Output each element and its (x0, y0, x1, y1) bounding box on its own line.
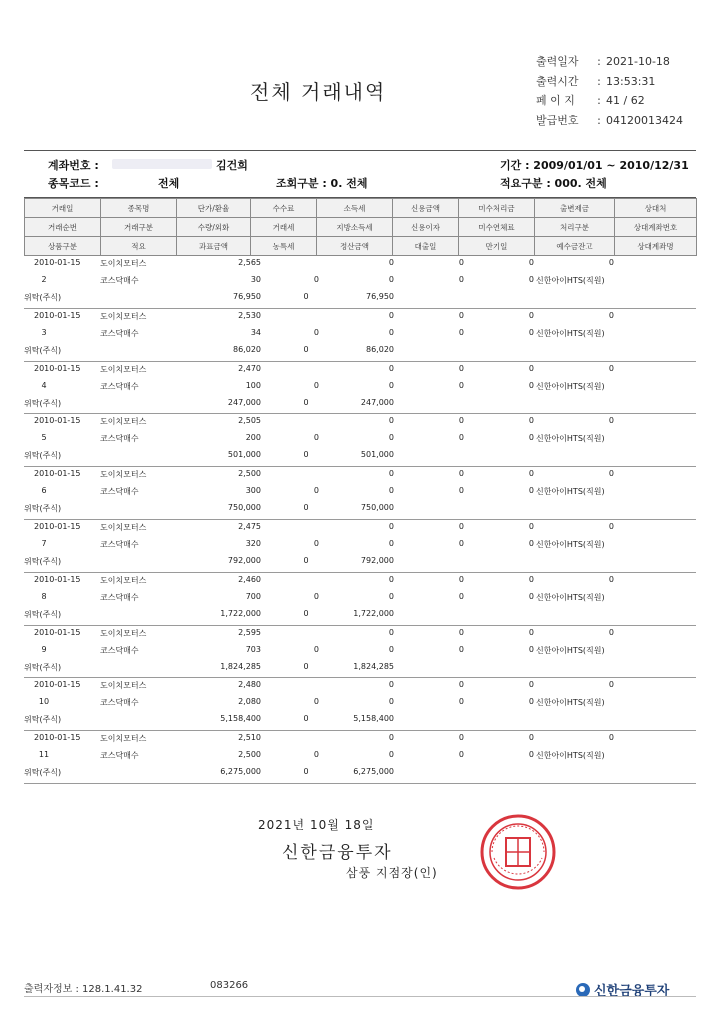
record-line-3 (24, 343, 696, 360)
meta-row (536, 72, 683, 92)
record-line-2 (24, 379, 696, 396)
transaction-record (24, 626, 696, 679)
unpaid-amount: 0 (528, 521, 534, 531)
column-header: 수량/외화 (177, 218, 251, 237)
local-income-tax: 0 (388, 486, 394, 496)
credit-amount: 0 (458, 627, 464, 637)
settlement-amount: 76,950 (366, 292, 394, 301)
record-line-3 (24, 448, 696, 465)
column-header: 단가/환율 (177, 199, 251, 218)
trade-tax: 0 (313, 697, 319, 707)
special-tax: 0 (303, 714, 309, 724)
stock-name: 도이치모터스 (100, 259, 147, 268)
repay-amount: 0 (608, 258, 614, 267)
transaction-record (24, 731, 696, 784)
taxable-amount: 792,000 (227, 555, 261, 565)
trade-date: 2010-01-15 (34, 627, 81, 637)
record-line-2 (24, 748, 696, 765)
trade-date: 2010-01-15 (34, 680, 81, 690)
repay-amount: 0 (608, 574, 614, 584)
product-type: 위탁(주식) (24, 662, 62, 672)
product-type: 위탁(주식) (24, 715, 62, 725)
quantity: 703 (245, 644, 261, 654)
income-tax: 0 (388, 521, 394, 531)
record-line-3 (24, 554, 696, 571)
credit-interest: 0 (458, 486, 464, 496)
processing-channel: 신한아이HTS(직원) (536, 487, 605, 497)
trade-type: 코스닥매수 (100, 381, 139, 391)
record-line-2 (24, 537, 696, 554)
column-header: 거래구분 (101, 218, 177, 237)
trade-type: 코스닥매수 (100, 645, 139, 655)
settlement-amount: 86,020 (366, 344, 394, 354)
income-tax: 0 (388, 574, 394, 584)
transaction-record (24, 573, 696, 626)
repay-amount: 0 (608, 521, 614, 531)
taxable-amount: 1,722,000 (220, 608, 261, 618)
column-header: 처리구분 (535, 218, 615, 237)
meta-value: 2021-10-18 (606, 55, 670, 68)
processing-channel: 신한아이HTS(직원) (536, 592, 605, 602)
transaction-list (24, 256, 696, 784)
credit-interest: 0 (458, 697, 464, 707)
branch-signature: 삼풍 지점장(인) (346, 866, 438, 880)
credit-amount: 0 (458, 574, 464, 584)
record-line-2 (24, 484, 696, 501)
trade-tax: 0 (313, 591, 319, 601)
local-income-tax: 0 (388, 433, 394, 443)
record-line-1 (24, 731, 696, 748)
product-type: 위탁(주식) (24, 768, 62, 778)
record-line-2 (24, 643, 696, 660)
transaction-record (24, 678, 696, 731)
record-line-3 (24, 607, 696, 624)
settlement-amount: 501,000 (360, 450, 394, 460)
record-line-3 (24, 290, 696, 307)
meta-label: 출력일자 (536, 55, 579, 68)
record-line-3 (24, 660, 696, 677)
credit-amount: 0 (458, 363, 464, 373)
special-tax: 0 (303, 661, 309, 671)
stock-code-label: 종목코드 : (48, 177, 99, 190)
special-tax: 0 (303, 344, 309, 354)
taxable-amount: 247,000 (227, 397, 261, 407)
trade-date: 2010-01-15 (34, 574, 81, 584)
column-header: 출변제금 (535, 199, 615, 218)
income-tax: 0 (388, 680, 394, 690)
record-line-2 (24, 273, 696, 290)
unit-price: 2,460 (238, 574, 261, 584)
stock-name: 도이치모터스 (100, 681, 147, 691)
credit-amount: 0 (458, 680, 464, 690)
record-line-2 (24, 431, 696, 448)
output-code: 083266 (210, 980, 249, 991)
trade-sequence: 11 (38, 750, 50, 760)
local-income-tax: 0 (388, 750, 394, 760)
processing-channel: 신한아이HTS(직원) (536, 434, 605, 444)
special-tax: 0 (303, 450, 309, 460)
meta-value: 04120013424 (606, 113, 683, 127)
record-line-2 (24, 326, 696, 343)
repay-amount: 0 (608, 733, 614, 743)
meta-separator: : (597, 113, 601, 127)
unpaid-amount: 0 (528, 363, 534, 373)
trade-type: 코스닥매수 (100, 434, 139, 444)
repay-amount: 0 (608, 627, 614, 637)
trade-date: 2010-01-15 (34, 521, 81, 531)
account-holder: 김건희 (216, 159, 248, 172)
unpaid-amount: 0 (528, 416, 534, 426)
trade-tax: 0 (313, 327, 319, 337)
column-header: 상대처 (615, 199, 697, 218)
stock-name: 도이치모터스 (100, 575, 147, 585)
column-header: 적요 (101, 237, 177, 256)
column-header: 과표금액 (177, 237, 251, 256)
product-type: 위탁(주식) (24, 556, 62, 566)
income-tax: 0 (388, 363, 394, 373)
column-header: 신용이자 (393, 218, 459, 237)
settlement-amount: 1,722,000 (353, 608, 394, 618)
unpaid-amount: 0 (528, 469, 534, 479)
column-header: 농특세 (251, 237, 317, 256)
unpaid-amount: 0 (528, 680, 534, 690)
quantity: 300 (245, 486, 261, 496)
quantity: 2,080 (238, 697, 261, 707)
trade-sequence: 2 (41, 275, 47, 284)
column-header-table (24, 198, 697, 256)
income-tax: 0 (388, 469, 394, 479)
meta-label: 페 이 지 (536, 94, 575, 107)
record-line-1 (24, 520, 696, 537)
special-tax: 0 (303, 608, 309, 618)
record-line-1 (24, 678, 696, 695)
header-row (25, 199, 697, 218)
record-line-1 (24, 467, 696, 484)
trade-date: 2010-01-15 (34, 363, 81, 373)
unit-price: 2,470 (238, 363, 261, 373)
credit-interest: 0 (458, 327, 464, 337)
taxable-amount: 86,020 (233, 344, 261, 354)
stock-name: 도이치모터스 (100, 470, 147, 480)
settlement-amount: 247,000 (360, 397, 394, 407)
record-line-1 (24, 414, 696, 431)
credit-interest: 0 (458, 591, 464, 601)
local-income-tax: 0 (388, 697, 394, 707)
settlement-amount: 5,158,400 (353, 714, 394, 724)
account-number-redacted (112, 159, 212, 169)
trade-type: 코스닥매수 (100, 592, 139, 602)
column-header: 만기일 (459, 237, 535, 256)
column-header: 거래일 (25, 199, 101, 218)
column-header: 거래세 (251, 218, 317, 237)
taxable-amount: 76,950 (233, 292, 261, 301)
credit-amount: 0 (458, 521, 464, 531)
overdue-fee: 0 (528, 538, 534, 548)
overdue-fee: 0 (528, 750, 534, 760)
settlement-amount: 792,000 (360, 555, 394, 565)
processing-channel: 신한아이HTS(직원) (536, 328, 605, 338)
income-tax: 0 (388, 733, 394, 743)
credit-amount: 0 (458, 469, 464, 479)
settlement-amount: 750,000 (360, 503, 394, 513)
query-type: 조회구분 : 0. 전체 (276, 177, 368, 190)
trade-sequence: 8 (41, 591, 47, 601)
taxable-amount: 750,000 (227, 503, 261, 513)
special-tax: 0 (303, 397, 309, 407)
trade-sequence: 9 (41, 644, 47, 654)
meta-row (536, 111, 683, 131)
company-name: 신한금융투자 (282, 843, 393, 863)
stock-name: 도이치모터스 (100, 311, 147, 321)
shinhan-logo-icon (576, 983, 590, 997)
income-tax: 0 (388, 416, 394, 426)
credit-amount: 0 (458, 733, 464, 743)
settlement-amount: 6,275,000 (353, 767, 394, 777)
overdue-fee: 0 (528, 380, 534, 390)
taxable-amount: 1,824,285 (220, 661, 261, 671)
record-line-1 (24, 309, 696, 326)
column-header: 미수연체료 (459, 218, 535, 237)
trade-tax: 0 (313, 750, 319, 760)
unpaid-amount: 0 (528, 733, 534, 743)
company-seal-stamp (478, 812, 558, 892)
record-line-1 (24, 256, 696, 273)
taxable-amount: 5,158,400 (220, 714, 261, 724)
stock-name: 도이치모터스 (100, 628, 147, 638)
column-header: 소득세 (317, 199, 393, 218)
record-line-1 (24, 573, 696, 590)
trade-date: 2010-01-15 (34, 310, 81, 320)
stock-code-value: 전체 (158, 177, 180, 190)
meta-value: 41 / 62 (606, 94, 645, 107)
unit-price: 2,510 (238, 733, 261, 743)
record-line-1 (24, 626, 696, 643)
trade-tax: 0 (313, 486, 319, 496)
trade-sequence: 5 (41, 433, 47, 443)
record-line-3 (24, 765, 696, 782)
overdue-fee: 0 (528, 433, 534, 443)
credit-amount: 0 (458, 416, 464, 426)
repay-amount: 0 (608, 680, 614, 690)
processing-channel: 신한아이HTS(직원) (536, 751, 605, 761)
record-line-1 (24, 362, 696, 379)
brand-name: 신한금융투자 (594, 984, 670, 999)
meta-row (536, 52, 683, 72)
repay-amount: 0 (608, 363, 614, 373)
quantity: 200 (245, 433, 261, 443)
transaction-record (24, 309, 696, 362)
overdue-fee: 0 (528, 697, 534, 707)
credit-interest: 0 (458, 433, 464, 443)
trade-sequence: 7 (41, 538, 47, 548)
trade-sequence: 6 (41, 486, 47, 496)
transaction-record (24, 256, 696, 309)
local-income-tax: 0 (388, 327, 394, 337)
unpaid-amount: 0 (528, 258, 534, 267)
meta-separator: : (597, 74, 601, 88)
local-income-tax: 0 (388, 538, 394, 548)
column-header: 대출일 (393, 237, 459, 256)
trade-type: 코스닥매수 (100, 276, 139, 285)
taxable-amount: 6,275,000 (220, 767, 261, 777)
column-header: 신용금액 (393, 199, 459, 218)
product-type: 위탁(주식) (24, 451, 62, 461)
income-tax: 0 (388, 258, 394, 267)
record-line-3 (24, 712, 696, 729)
overdue-fee: 0 (528, 327, 534, 337)
trade-tax: 0 (313, 538, 319, 548)
product-type: 위탁(주식) (24, 609, 62, 619)
meta-value: 13:53:31 (606, 74, 656, 88)
column-header: 예수금잔고 (535, 237, 615, 256)
stock-name: 도이치모터스 (100, 364, 147, 374)
unpaid-amount: 0 (528, 310, 534, 320)
processing-channel: 신한아이HTS(직원) (536, 276, 605, 285)
trade-sequence: 3 (41, 327, 47, 337)
unit-price: 2,475 (238, 521, 261, 531)
column-header: 상품구분 (25, 237, 101, 256)
unpaid-amount: 0 (528, 574, 534, 584)
column-header: 수수료 (251, 199, 317, 218)
special-tax: 0 (303, 767, 309, 777)
transaction-record (24, 520, 696, 573)
trade-type: 코스닥매수 (100, 751, 139, 761)
unit-price: 2,530 (238, 310, 261, 320)
column-header: 상대계좌명 (615, 237, 697, 256)
repay-amount: 0 (608, 310, 614, 320)
summary-type: 적요구분 : 000. 전체 (500, 177, 607, 190)
transaction-record (24, 467, 696, 520)
repay-amount: 0 (608, 469, 614, 479)
credit-interest: 0 (458, 380, 464, 390)
processing-channel: 신한아이HTS(직원) (536, 539, 605, 549)
record-line-3 (24, 396, 696, 413)
header-divider (24, 150, 696, 151)
trade-tax: 0 (313, 433, 319, 443)
unit-price: 2,500 (238, 469, 261, 479)
column-header: 정산금액 (317, 237, 393, 256)
overdue-fee: 0 (528, 275, 534, 284)
trade-sequence: 4 (41, 380, 47, 390)
local-income-tax: 0 (388, 644, 394, 654)
local-income-tax: 0 (388, 275, 394, 284)
trade-tax: 0 (313, 644, 319, 654)
column-header: 미수처리금 (459, 199, 535, 218)
taxable-amount: 501,000 (227, 450, 261, 460)
trade-type: 코스닥매수 (100, 487, 139, 497)
trade-type: 코스닥매수 (100, 539, 139, 549)
quantity: 30 (250, 275, 261, 284)
issue-date: 2021년 10월 18일 (258, 818, 375, 832)
transaction-record (24, 414, 696, 467)
output-info: 출력자정보 : 128.1.41.32 (24, 984, 143, 995)
income-tax: 0 (388, 310, 394, 320)
trade-date: 2010-01-15 (34, 258, 81, 267)
trade-type: 코스닥매수 (100, 698, 139, 708)
trade-sequence: 10 (38, 697, 50, 707)
trade-type: 코스닥매수 (100, 328, 139, 338)
product-type: 위탁(주식) (24, 504, 62, 514)
settlement-amount: 1,824,285 (353, 661, 394, 671)
meta-label: 출력시간 (536, 74, 579, 88)
quantity: 700 (245, 591, 261, 601)
document-meta (536, 52, 683, 130)
header-row (25, 218, 697, 237)
quantity: 100 (245, 380, 261, 390)
record-line-2 (24, 590, 696, 607)
account-label: 계좌번호 : (48, 159, 99, 172)
local-income-tax: 0 (388, 591, 394, 601)
special-tax: 0 (303, 555, 309, 565)
product-type: 위탁(주식) (24, 293, 62, 302)
overdue-fee: 0 (528, 591, 534, 601)
product-type: 위탁(주식) (24, 398, 62, 408)
credit-interest: 0 (458, 275, 464, 284)
trade-tax: 0 (313, 380, 319, 390)
trade-date: 2010-01-15 (34, 733, 81, 743)
column-header: 상대계좌번호 (615, 218, 697, 237)
overdue-fee: 0 (528, 486, 534, 496)
credit-amount: 0 (458, 310, 464, 320)
header-row (25, 237, 697, 256)
quantity: 2,500 (238, 750, 261, 760)
stock-name: 도이치모터스 (100, 734, 147, 744)
column-header: 지방소득세 (317, 218, 393, 237)
credit-interest: 0 (458, 750, 464, 760)
unpaid-amount: 0 (528, 627, 534, 637)
trade-date: 2010-01-15 (34, 469, 81, 479)
special-tax: 0 (303, 292, 309, 301)
product-type: 위탁(주식) (24, 345, 62, 355)
stock-name: 도이치모터스 (100, 522, 147, 532)
processing-channel: 신한아이HTS(직원) (536, 698, 605, 708)
page-title: 전체 거래내역 (250, 80, 387, 104)
record-line-2 (24, 695, 696, 712)
meta-separator: : (597, 94, 601, 107)
trade-date: 2010-01-15 (34, 416, 81, 426)
overdue-fee: 0 (528, 644, 534, 654)
unit-price: 2,505 (238, 416, 261, 426)
stock-name: 도이치모터스 (100, 417, 147, 427)
meta-separator: : (597, 55, 601, 68)
period: 기간 : 2009/01/01 ~ 2010/12/31 (500, 159, 689, 172)
credit-amount: 0 (458, 258, 464, 267)
special-tax: 0 (303, 503, 309, 513)
credit-interest: 0 (458, 644, 464, 654)
column-header: 종목명 (101, 199, 177, 218)
unit-price: 2,565 (238, 258, 261, 267)
unit-price: 2,595 (238, 627, 261, 637)
processing-channel: 신한아이HTS(직원) (536, 645, 605, 655)
transaction-record (24, 362, 696, 415)
local-income-tax: 0 (388, 380, 394, 390)
credit-interest: 0 (458, 538, 464, 548)
repay-amount: 0 (608, 416, 614, 426)
quantity: 34 (250, 327, 261, 337)
meta-label: 발급번호 (536, 113, 579, 127)
income-tax: 0 (388, 627, 394, 637)
trade-tax: 0 (313, 275, 319, 284)
record-line-3 (24, 501, 696, 518)
quantity: 320 (245, 538, 261, 548)
footer-divider (24, 996, 696, 997)
meta-row (536, 91, 683, 111)
processing-channel: 신한아이HTS(직원) (536, 381, 605, 391)
column-header: 거래순번 (25, 218, 101, 237)
unit-price: 2,480 (238, 680, 261, 690)
